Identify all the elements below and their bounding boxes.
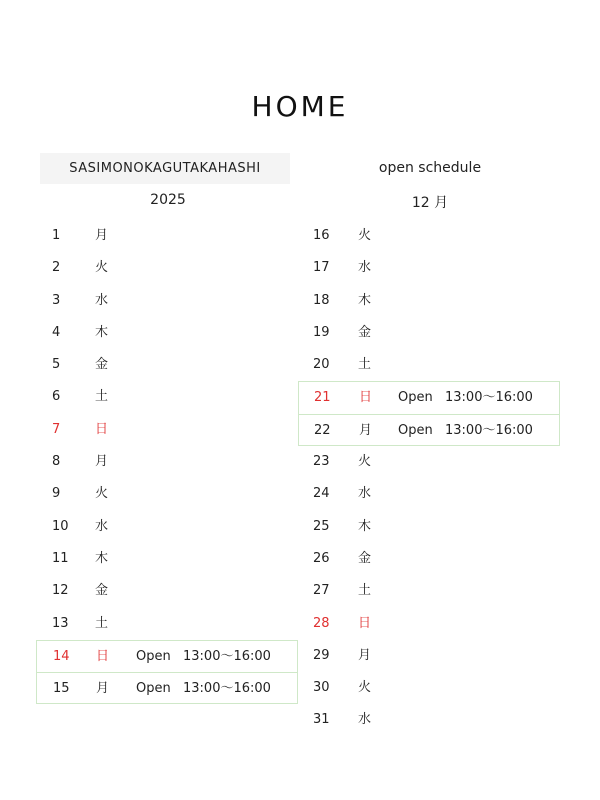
day-number: 13 <box>52 615 69 631</box>
day-weekday: 土 <box>95 615 109 631</box>
day-weekday: 月 <box>96 681 110 697</box>
day-weekday: 日 <box>95 421 109 437</box>
day-number: 1 <box>52 228 61 243</box>
day-weekday: 水 <box>358 486 372 502</box>
calendar-day-row <box>36 220 298 252</box>
schedule-year: 2025 <box>150 192 186 208</box>
day-number: 8 <box>52 454 61 470</box>
day-weekday: 月 <box>358 647 372 663</box>
calendar-day-row <box>298 285 560 317</box>
day-weekday: 水 <box>95 292 109 308</box>
open-hours: 13:00～16:00 <box>183 681 271 697</box>
open-hours: 13:00～16:00 <box>445 422 533 438</box>
calendar-day-row <box>298 672 560 704</box>
day-weekday: 土 <box>358 357 372 373</box>
calendar-day-row <box>36 414 298 446</box>
day-weekday: 金 <box>95 357 109 373</box>
calendar-day-row <box>36 672 298 704</box>
day-weekday: 火 <box>95 486 109 502</box>
day-number: 19 <box>313 324 330 340</box>
calendar-column-left <box>36 220 298 704</box>
day-number: 4 <box>52 324 61 340</box>
calendar-day-row <box>298 446 560 478</box>
day-weekday: 火 <box>95 260 109 276</box>
calendar-day-row <box>298 317 560 349</box>
calendar-day-row <box>36 381 298 413</box>
day-weekday: 火 <box>358 454 372 470</box>
open-hours: 13:00～16:00 <box>445 390 533 406</box>
day-number: 9 <box>52 486 61 502</box>
day-number: 6 <box>52 389 61 405</box>
day-weekday: 水 <box>358 260 372 276</box>
day-weekday: 水 <box>358 712 372 728</box>
calendar-day-row <box>36 608 298 640</box>
calendar-day-row <box>298 414 560 446</box>
day-weekday: 火 <box>358 228 372 243</box>
calendar-day-row <box>298 575 560 607</box>
calendar-day-row <box>298 220 560 252</box>
day-weekday: 日 <box>358 615 372 631</box>
day-number: 25 <box>313 518 330 534</box>
day-weekday: 金 <box>358 324 372 340</box>
day-number: 21 <box>314 390 331 406</box>
calendar-day-row <box>36 640 298 672</box>
day-weekday: 水 <box>95 518 109 534</box>
calendar-day-row <box>36 252 298 284</box>
day-number: 5 <box>52 357 61 373</box>
day-number: 10 <box>52 518 69 534</box>
day-number: 28 <box>313 615 330 631</box>
day-number: 16 <box>313 228 330 243</box>
day-number: 14 <box>53 648 70 664</box>
calendar-day-row <box>298 381 560 413</box>
day-number: 20 <box>313 357 330 373</box>
open-status: Open <box>398 390 433 406</box>
calendar-day-row <box>36 285 298 317</box>
day-number: 26 <box>313 550 330 566</box>
calendar-day-row <box>36 511 298 543</box>
day-number: 15 <box>53 681 70 697</box>
day-number: 23 <box>313 454 330 470</box>
brand-name: SASIMONOKAGUTAKAHASHI <box>40 153 290 184</box>
calendar-day-row <box>36 543 298 575</box>
day-number: 30 <box>313 680 330 696</box>
day-number: 27 <box>313 583 330 599</box>
day-number: 22 <box>314 422 331 438</box>
day-weekday: 月 <box>95 228 109 243</box>
calendar-day-row <box>36 478 298 510</box>
calendar-day-row <box>298 511 560 543</box>
day-number: 3 <box>52 292 61 308</box>
day-weekday: 木 <box>358 518 372 534</box>
day-number: 11 <box>52 550 69 566</box>
day-number: 29 <box>313 647 330 663</box>
calendar-day-row <box>298 252 560 284</box>
schedule-title: open schedule <box>378 160 482 176</box>
schedule-month: 12 月 <box>411 195 449 211</box>
day-number: 2 <box>52 260 61 276</box>
calendar-day-row <box>36 446 298 478</box>
day-weekday: 木 <box>95 324 109 340</box>
calendar-day-row <box>36 349 298 381</box>
calendar-day-row <box>298 543 560 575</box>
day-weekday: 日 <box>359 390 373 406</box>
open-status: Open <box>136 648 171 664</box>
home-link[interactable]: HOME <box>251 90 349 123</box>
open-hours: 13:00～16:00 <box>183 648 271 664</box>
day-weekday: 木 <box>358 292 372 308</box>
calendar-day-row <box>298 478 560 510</box>
calendar-day-row <box>298 704 560 736</box>
open-status: Open <box>136 681 171 697</box>
calendar-column-right <box>298 220 560 737</box>
open-status: Open <box>398 422 433 438</box>
day-weekday: 月 <box>359 422 373 438</box>
day-number: 17 <box>313 260 330 276</box>
calendar-day-row <box>298 608 560 640</box>
calendar-day-row <box>36 575 298 607</box>
day-weekday: 金 <box>95 583 109 599</box>
day-weekday: 土 <box>358 583 372 599</box>
day-weekday: 土 <box>95 389 109 405</box>
day-number: 18 <box>313 292 330 308</box>
day-number: 7 <box>52 421 61 437</box>
calendar-day-row <box>36 317 298 349</box>
day-weekday: 月 <box>95 454 109 470</box>
day-number: 24 <box>313 486 330 502</box>
calendar-day-row <box>298 349 560 381</box>
day-weekday: 火 <box>358 680 372 696</box>
day-weekday: 金 <box>358 550 372 566</box>
day-number: 12 <box>52 583 69 599</box>
day-weekday: 日 <box>96 648 110 664</box>
day-number: 31 <box>313 712 330 728</box>
day-weekday: 木 <box>95 550 109 566</box>
calendar-day-row <box>298 640 560 672</box>
